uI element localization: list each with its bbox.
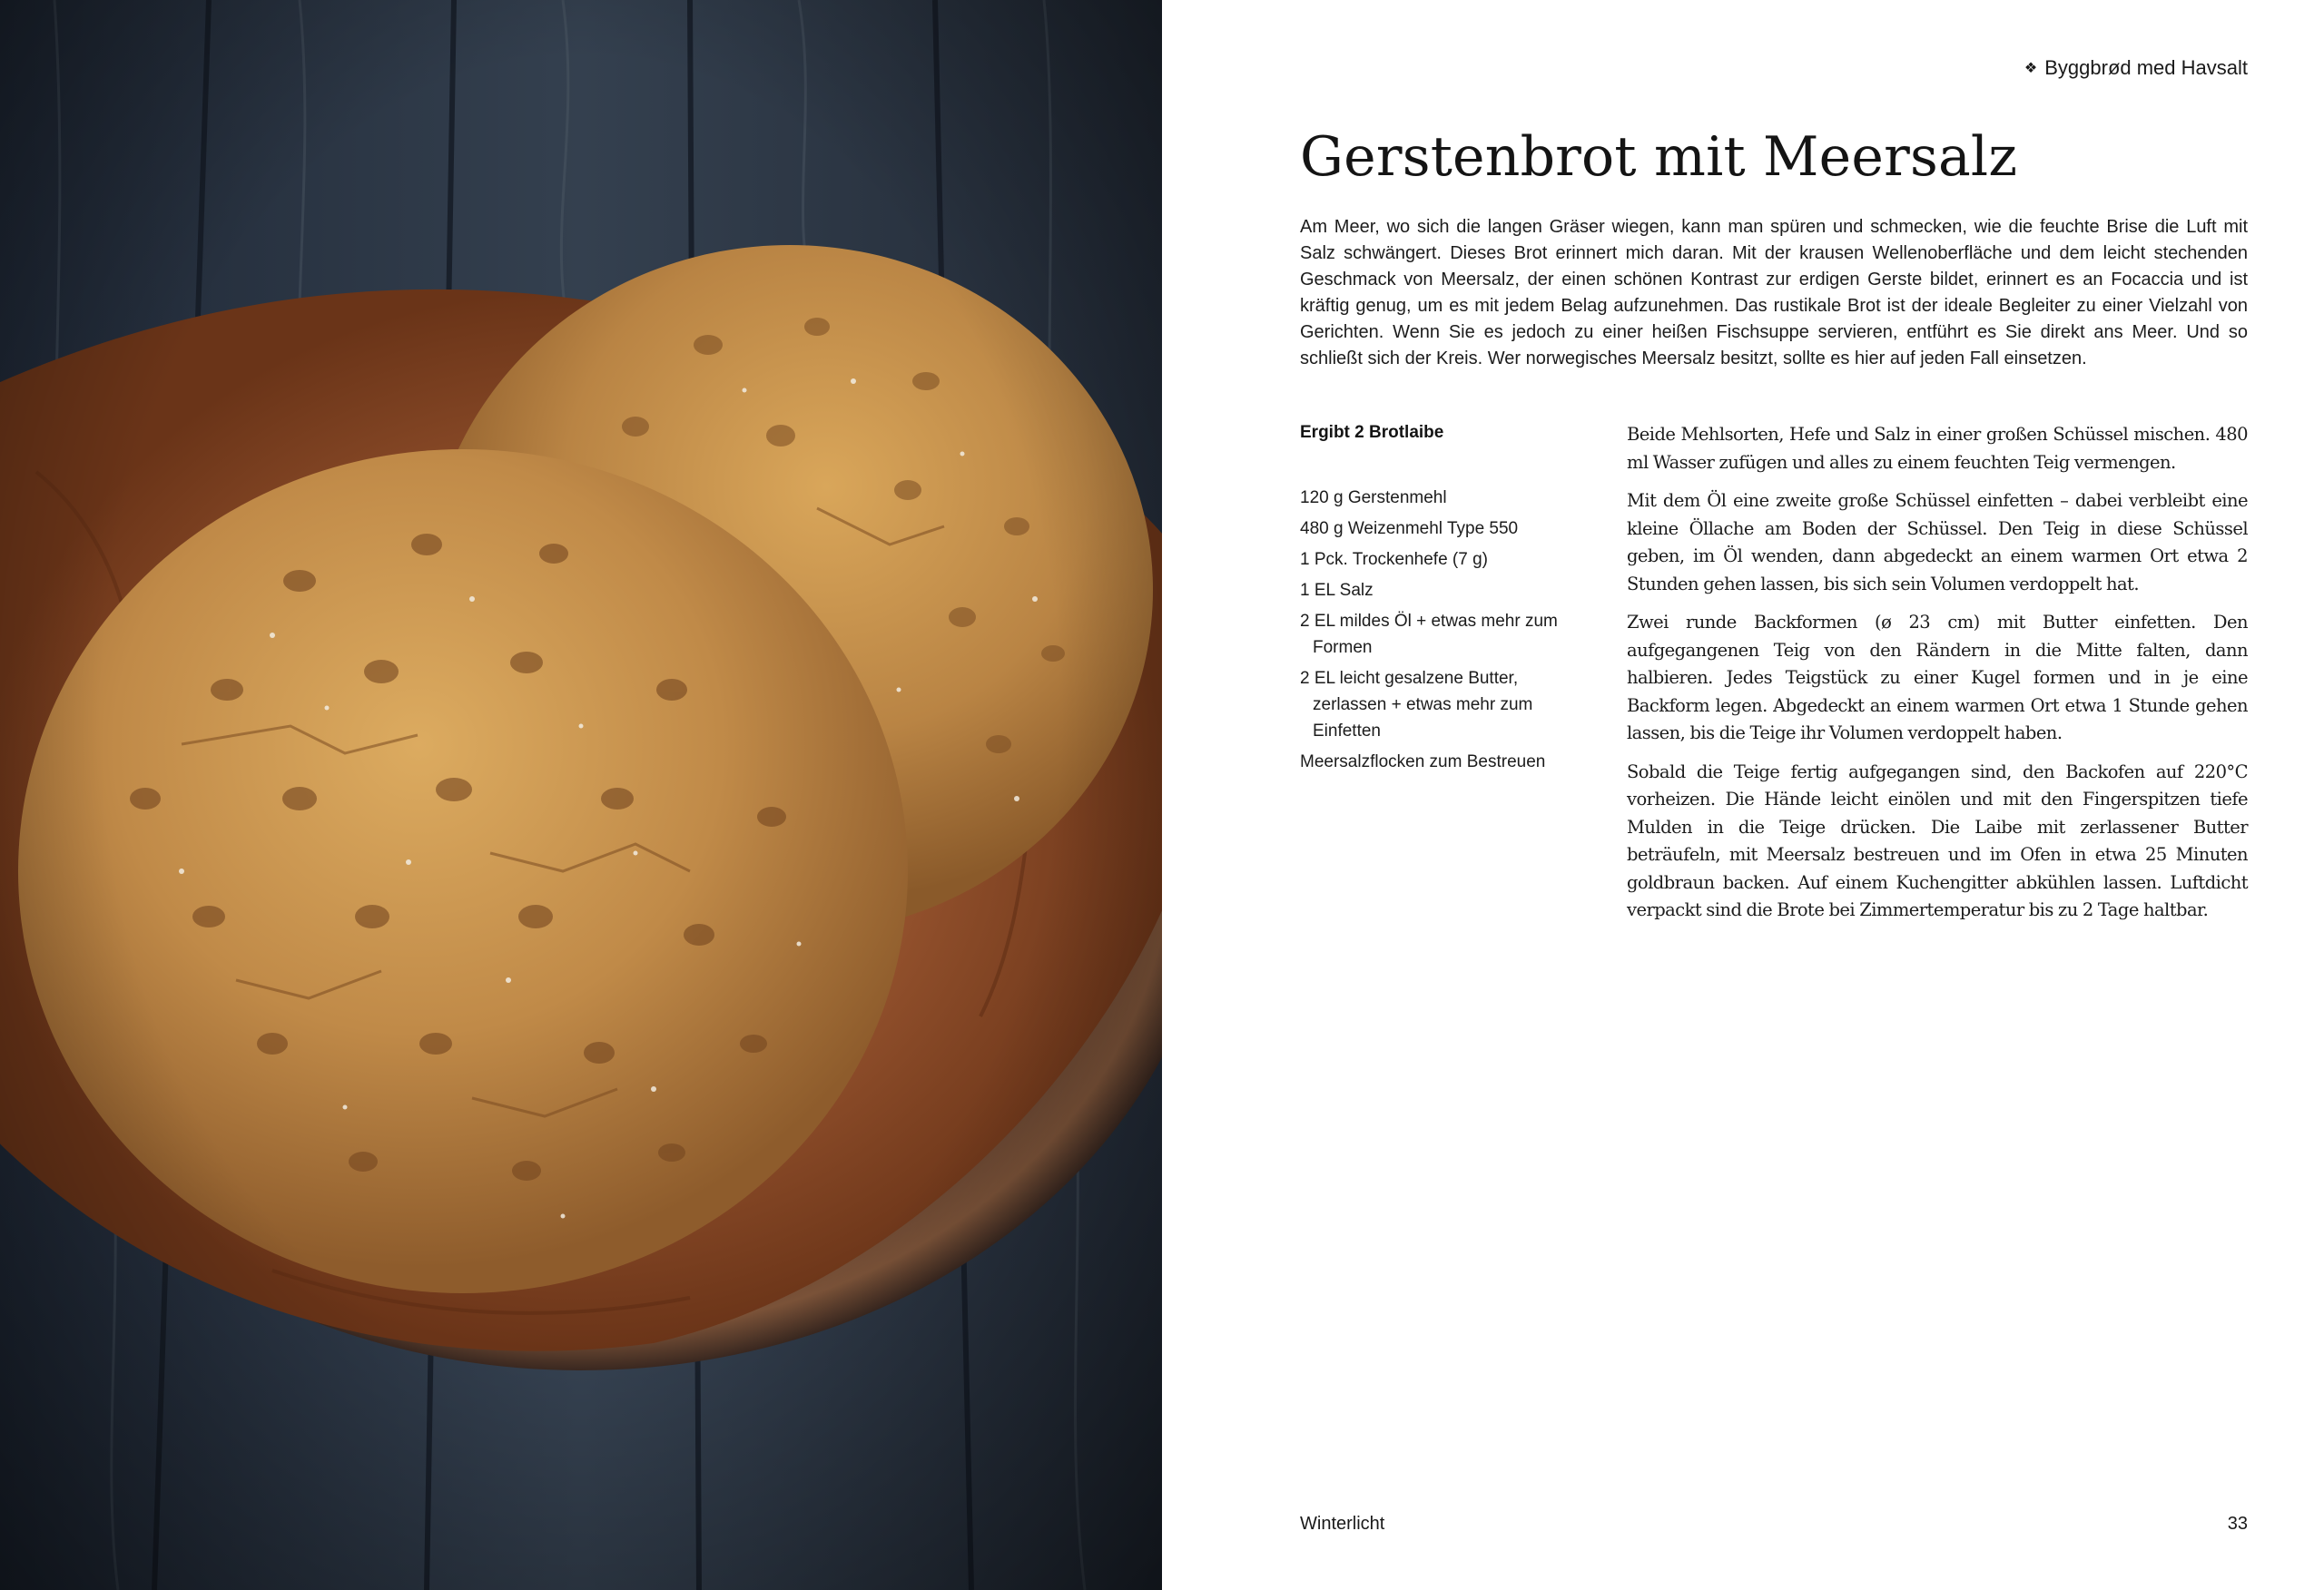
footer-book-title: Winterlicht: [1300, 1514, 1385, 1534]
method-step: Beide Mehlsorten, Hefe und Salz in einer großen Schüssel mischen. 480 ml Wasser zufügen und alles zu einem feuchten Teig vermengen.: [1627, 424, 2248, 473]
ingredient-list: [1300, 485, 1581, 780]
recipe-page: [1162, 0, 2324, 1590]
method-step: Zwei runde Backformen (ø 23 cm) mit Butter einfetten. Den aufgegangenen Teig von den Rändern in die Mitte falten, dann halbieren. Jedes Teigstück zu einer Kugel formen und in je eine Backform legen. Abgedeckt an einem warmen Ort etwa 1 Stunde gehen lassen, bis die Teige ihr Volumen verdoppelt haben.: [1627, 612, 2248, 743]
ingredient-item: 480 g Weizenmehl Type 550: [1300, 519, 1519, 538]
ingredient-item: 1 EL Salz: [1300, 581, 1374, 600]
running-head: [2024, 56, 2248, 80]
ingredient-item: 2 EL mildes Öl + etwas mehr zum Formen: [1300, 612, 1558, 657]
ingredient-item: 1 Pck. Trockenhefe (7 g): [1300, 550, 1488, 569]
method-steps: [1627, 421, 2248, 936]
page-number: 33: [2227, 1514, 2248, 1534]
recipe-yield: Ergibt 2 Brotlaibe: [1300, 423, 1444, 442]
method-step: Sobald die Teige fertig aufgegangen sind, den Backofen auf 220°C vorheizen. Die Hände leicht einölen und mit den Fingerspitzen tiefe Mulden in die Teige drücken. Die Laibe mit zerlassener Butter beträufeln, mit Meersalz bestreuen und im Ofen in etwa 25 Minuten goldbraun backen. Auf einem Kuchengitter abkühlen lassen. Luftdicht verpackt sind die Brote bei Zimmertemperatur bis zu 2 Tage haltbar.: [1627, 761, 2248, 920]
method-step: Mit dem Öl eine zweite große Schüssel einfetten – dabei verbleibt eine kleine Öllache am Boden der Schüssel. Den Teig in diese Schüssel geben, im Öl wenden, dann abgedeckt an einem warmen Ort etwa 2 Stunden gehen lassen, bis sich sein Volumen verdoppelt hat.: [1627, 490, 2248, 594]
running-head-text: Byggbrød med Havsalt: [2044, 56, 2248, 79]
recipe-title: Gerstenbrot mit Meersalz: [1300, 125, 2018, 189]
recipe-intro: Am Meer, wo sich die langen Gräser wiegen, kann man spüren und schmecken, wie die feuchte Brise die Luft mit Salz schwängert. Dieses Brot erinnert mich daran. Mit der krausen Wellenoberfläche und dem leicht stechenden Geschmack von Meersalz, der einen schönen Kontrast zur erdigen Gerste bildet, erinnert es an Focaccia und ist kräftig genug, um es mit jedem Belag aufzunehmen. Das rustikale Brot ist der ideale Begleiter zu einer Vielzahl von Gerichten. Wenn Sie es jedoch zu einer heißen Fischsuppe servieren, entführt es Sie direkt ans Meer. Und so schließt sich der Kreis. Wer norwegisches Meersalz besitzt, sollte es hier auf jeden Fall einsetzen.: [1300, 217, 2248, 368]
ingredient-item: 120 g Gerstenmehl: [1300, 488, 1447, 507]
ingredient-item: Meersalzflocken zum Bestreuen: [1300, 752, 1546, 771]
ornament-icon: ❖: [2024, 61, 2038, 76]
ingredient-item: 2 EL leicht gesalzene Butter, zerlassen + etwas mehr zum Einfetten: [1300, 669, 1533, 741]
